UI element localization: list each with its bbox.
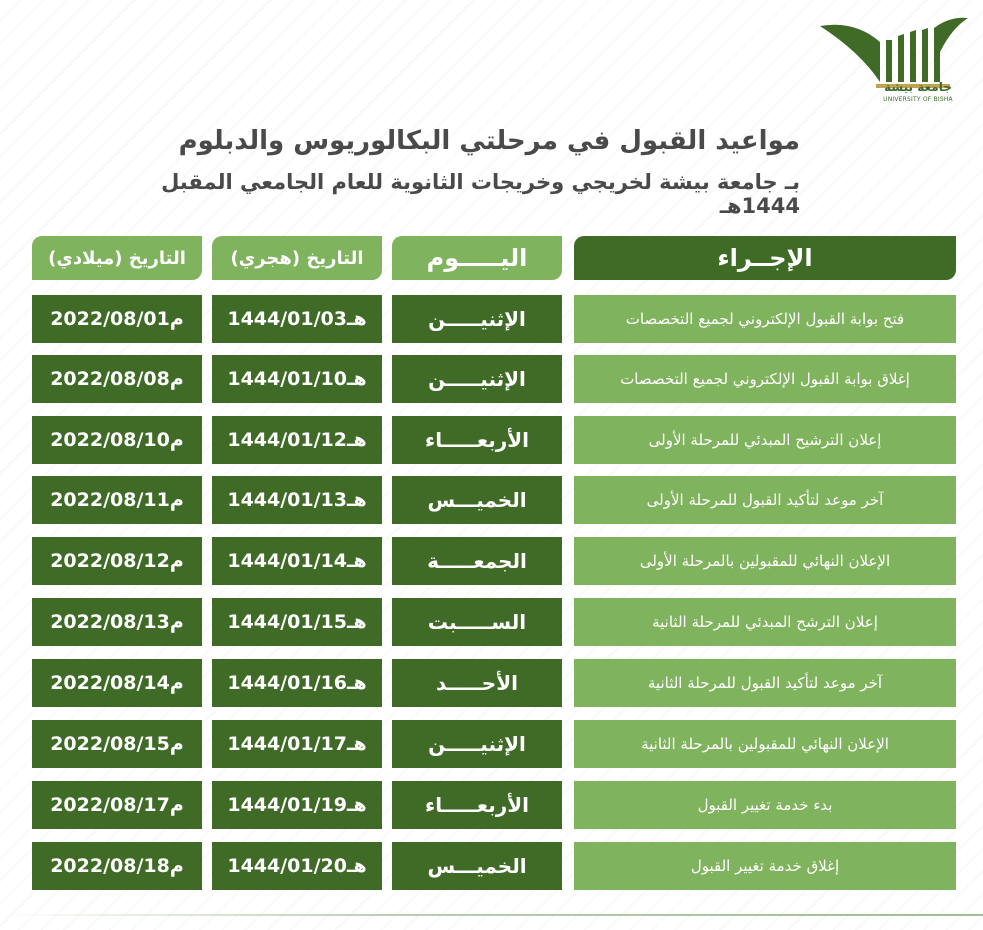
header-day: اليـــــوم (392, 236, 562, 280)
table-row (0, 781, 983, 829)
row-hijri-date: 1444/01/17هـ (212, 720, 382, 768)
row-gregorian-date: 2022/08/18م (32, 842, 202, 890)
table-row (0, 416, 983, 464)
row-day: الإثنيـــــن (392, 355, 562, 403)
row-gregorian-date: 2022/08/08م (32, 355, 202, 403)
table-row (0, 720, 983, 768)
row-hijri-date: 1444/01/20هـ (212, 842, 382, 890)
row-hijri-date: 1444/01/13هـ (212, 476, 382, 524)
row-day: الأربعـــــاء (392, 781, 562, 829)
row-day: الخميـــس (392, 842, 562, 890)
row-gregorian-date: 2022/08/17م (32, 781, 202, 829)
row-hijri-date: 1444/01/10هـ (212, 355, 382, 403)
logo-arabic-name: جامعة بيشة (884, 80, 952, 94)
table-row (0, 295, 983, 343)
row-day: الأربعـــــاء (392, 416, 562, 464)
row-day: الأحـــــد (392, 659, 562, 707)
header-hijri-date: التاريخ (هجري) (212, 236, 382, 280)
table-row (0, 842, 983, 890)
page-title: مواعيد القبول في مرحلتي البكالوريوس والدبلوم (178, 126, 800, 156)
page-subtitle: بـ جامعة بيشة لخريجي وخريجات الثانوية للعام الجامعي المقبل 1444هـ (161, 170, 800, 218)
row-hijri-date: 1444/01/03هـ (212, 295, 382, 343)
row-action: إعلان الترشيح المبدئي للمرحلة الأولى (574, 416, 956, 464)
row-action: آخر موعد لتأكيد القبول للمرحلة الثانية (574, 659, 956, 707)
row-gregorian-date: 2022/08/13م (32, 598, 202, 646)
row-gregorian-date: 2022/08/12م (32, 537, 202, 585)
decorative-divider (0, 914, 983, 916)
row-gregorian-date: 2022/08/14م (32, 659, 202, 707)
table-row (0, 476, 983, 524)
row-gregorian-date: 2022/08/10م (32, 416, 202, 464)
row-day: الخميـــس (392, 476, 562, 524)
row-action: بدء خدمة تغيير القبول (574, 781, 956, 829)
row-day: الإثنيـــــن (392, 295, 562, 343)
logo-english-name: UNIVERSITY OF BISHA (883, 96, 953, 103)
row-day: الإثنيـــــن (392, 720, 562, 768)
row-hijri-date: 1444/01/12هـ (212, 416, 382, 464)
row-hijri-date: 1444/01/19هـ (212, 781, 382, 829)
row-hijri-date: 1444/01/16هـ (212, 659, 382, 707)
row-gregorian-date: 2022/08/01م (32, 295, 202, 343)
row-action: آخر موعد لتأكيد القبول للمرحلة الأولى (574, 476, 956, 524)
row-action: إغلاق خدمة تغيير القبول (574, 842, 956, 890)
row-action: الإعلان النهائي للمقبولين بالمرحلة الثانية (574, 720, 956, 768)
row-action: إعلان الترشح المبدئي للمرحلة الثانية (574, 598, 956, 646)
row-gregorian-date: 2022/08/11م (32, 476, 202, 524)
row-action: فتح بوابة القبول الإلكتروني لجميع التخصصات (574, 295, 956, 343)
row-gregorian-date: 2022/08/15م (32, 720, 202, 768)
row-day: الســـــبت (392, 598, 562, 646)
row-hijri-date: 1444/01/14هـ (212, 537, 382, 585)
row-day: الجمعـــــة (392, 537, 562, 585)
row-hijri-date: 1444/01/15هـ (212, 598, 382, 646)
row-action: الإعلان النهائي للمقبولين بالمرحلة الأولى (574, 537, 956, 585)
row-action: إغلاق بوابة القبول الإلكتروني لجميع التخصصات (574, 355, 956, 403)
header-action: الإجــراء (574, 236, 956, 280)
table-row (0, 659, 983, 707)
table-row (0, 355, 983, 403)
header-gregorian-date: التاريخ (ميلادي) (32, 236, 202, 280)
table-row (0, 598, 983, 646)
table-row (0, 537, 983, 585)
